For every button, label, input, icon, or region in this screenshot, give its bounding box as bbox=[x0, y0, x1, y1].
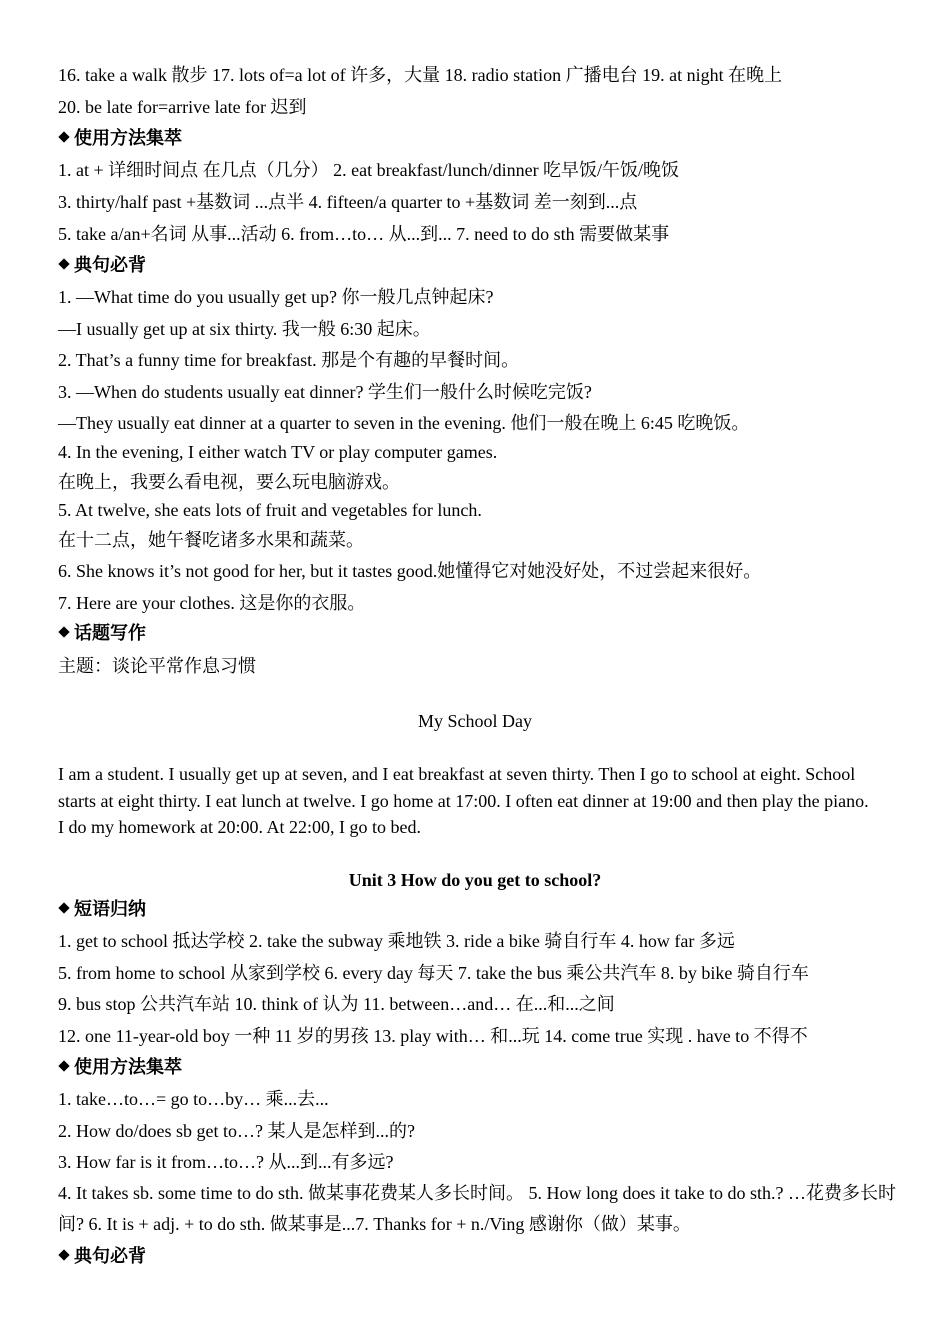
text-line: —I usually get up at six thirty. 我一般 6:30 起床。 bbox=[58, 319, 431, 339]
section-heading-writing: 话题写作 bbox=[60, 622, 146, 646]
diamond-bullet-icon bbox=[58, 626, 69, 637]
unit-title: Unit 3 How do you get to school? bbox=[348, 870, 602, 890]
text-line: 2. How do/does sb get to…? 某人是怎样到...的? bbox=[58, 1121, 415, 1141]
text-line: 4. It takes sb. some time to do sth. 做某事花费某人多长时间。 5. How long does it take to do sth.? …花费多长时间? 6. It is + adj. + to do sth. 做某事是...7. Thanks for + n./Ving 感谢你（做）某事。 bbox=[58, 1183, 896, 1234]
diamond-bullet-icon bbox=[58, 1060, 69, 1071]
text-line: 3. —When do students usually eat dinner? 学生们一般什么时候吃完饭? bbox=[58, 382, 592, 402]
text-line: 5. from home to school 从家到学校 6. every day 每天 7. take the bus 乘公共汽车 8. by bike 骑自行车 bbox=[58, 963, 809, 983]
text-line: 4. In the evening, I either watch TV or play computer games. bbox=[58, 442, 498, 462]
diamond-bullet-icon bbox=[58, 1249, 69, 1260]
section-heading-phrases: 短语归纳 bbox=[60, 898, 146, 922]
text-line: 3. How far is it from…to…? 从...到...有多远? bbox=[58, 1152, 394, 1172]
text-line: 20. be late for=arrive late for 迟到 bbox=[58, 97, 307, 117]
text-line: 1. at + 详细时间点 在几点（几分） 2. eat breakfast/lunch/dinner 吃早饭/午饭/晚饭 bbox=[58, 160, 680, 180]
text-line: 在十二点，她午餐吃诸多水果和蔬菜。 bbox=[58, 530, 364, 550]
diamond-bullet-icon bbox=[58, 258, 69, 269]
text-line: 2. That’s a funny time for breakfast. 那是个有趣的早餐时间。 bbox=[58, 350, 520, 370]
section-heading-sentences: 典句必背 bbox=[60, 1245, 146, 1269]
text-line: 9. bus stop 公共汽车站 10. think of 认为 11. between…and… 在...和...之间 bbox=[58, 994, 615, 1014]
essay-body: I am a student. I usually get up at seven, and I eat breakfast at seven thirty. Then I go to school at eight. School starts at eight thirty. I eat lunch at twelve. I go home at 17:00. I often eat dinner at 19:00 and then play the piano. I do my homework at 20:00. At 22:00, I go to bed. bbox=[58, 764, 869, 837]
text-line: 7. Here are your clothes. 这是你的衣服。 bbox=[58, 593, 366, 613]
text-line: 1. take…to…= go to…by… 乘...去... bbox=[58, 1089, 329, 1109]
text-line: 5. At twelve, she eats lots of fruit and vegetables for lunch. bbox=[58, 500, 482, 520]
text-line: —They usually eat dinner at a quarter to seven in the evening. 他们一般在晚上 6:45 吃晚饭。 bbox=[58, 413, 750, 433]
text-line: 在晚上，我要么看电视，要么玩电脑游戏。 bbox=[58, 472, 400, 492]
text-line: 6. She knows it’s not good for her, but it tastes good.她懂得它对她没好处，不过尝起来很好。 bbox=[58, 561, 762, 581]
writing-topic: 主题：谈论平常作息习惯 bbox=[58, 656, 256, 676]
section-heading-usage: 使用方法集萃 bbox=[60, 127, 182, 151]
text-line: 16. take a walk 散步 17. lots of=a lot of 许多，大量 18. radio station 广播电台 19. at night 在晚上 bbox=[58, 65, 783, 85]
text-line: 3. thirty/half past +基数词 ...点半 4. fifteen/a quarter to +基数词 差一刻到...点 bbox=[58, 192, 638, 212]
text-line: 12. one 11-year-old boy 一种 11 岁的男孩 13. play with… 和...玩 14. come true 实现 . have to 不得不 bbox=[58, 1026, 808, 1046]
diamond-bullet-icon bbox=[58, 902, 69, 913]
diamond-bullet-icon bbox=[58, 131, 69, 142]
section-heading-usage: 使用方法集萃 bbox=[60, 1056, 182, 1080]
text-line: 1. get to school 抵达学校 2. take the subway 乘地铁 3. ride a bike 骑自行车 4. how far 多远 bbox=[58, 931, 735, 951]
text-line: 5. take a/an+名词 从事...活动 6. from…to… 从...到... 7. need to do sth 需要做某事 bbox=[58, 224, 670, 244]
section-heading-sentences: 典句必背 bbox=[60, 254, 146, 278]
essay-title: My School Day bbox=[418, 711, 532, 731]
text-line: 1. —What time do you usually get up? 你一般几点钟起床? bbox=[58, 287, 494, 307]
